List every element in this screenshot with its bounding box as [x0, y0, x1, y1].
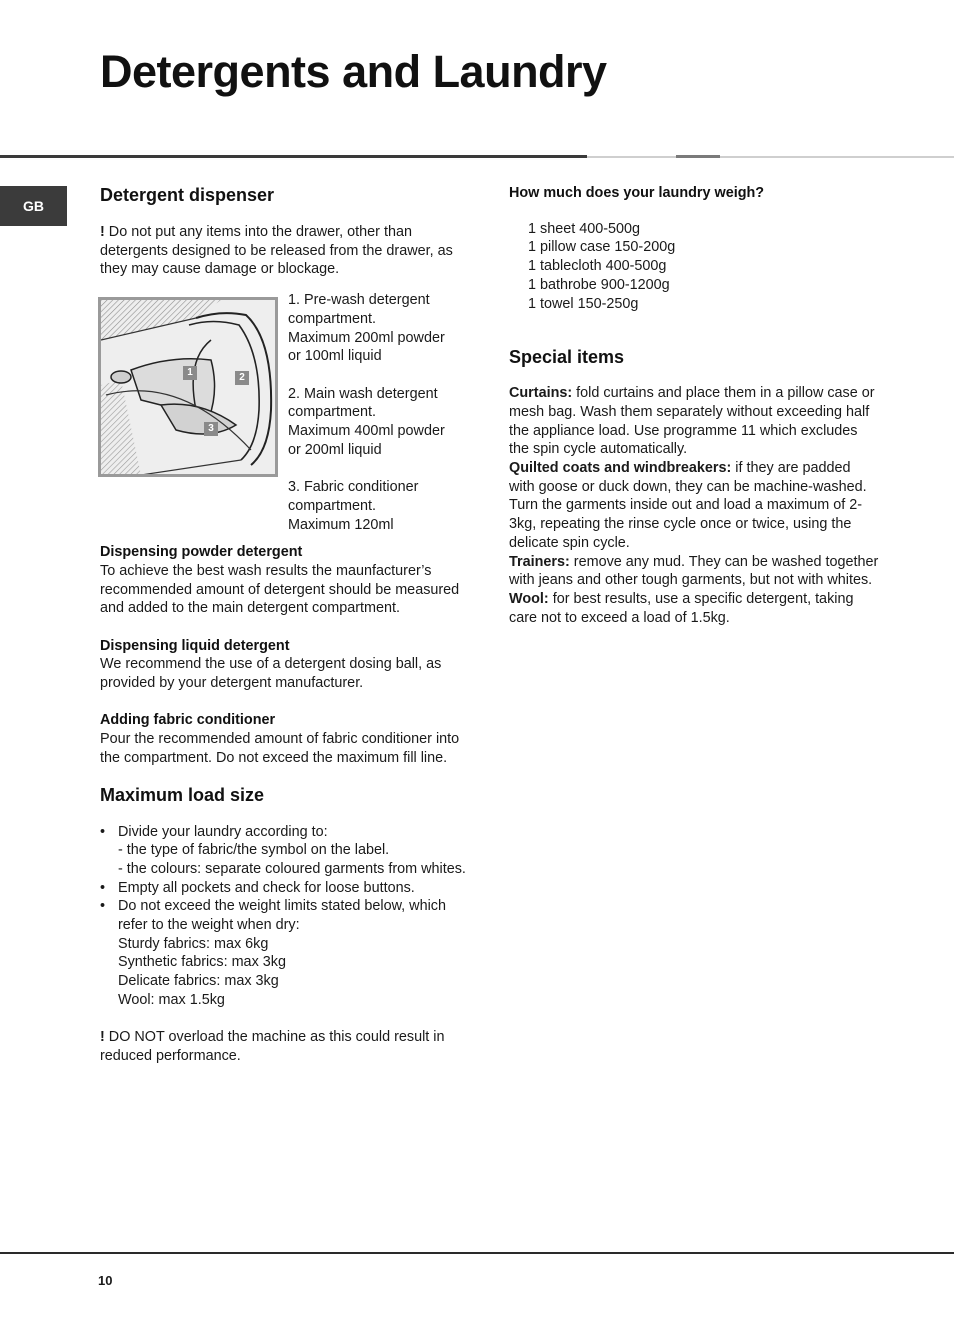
- page-number: 10: [98, 1273, 113, 1288]
- conditioner-heading: Adding fabric conditioner: [100, 712, 276, 729]
- compartment-1-note: 1. Pre-wash detergent compartment. Maximum 200ml powder or 100ml liquid: [288, 292, 445, 365]
- special-items-heading: Special items: [509, 347, 625, 368]
- conditioner-text: Pour the recommended amount of fabric conditioner into the compartment. Do not exceed the maximum fill line.: [100, 731, 460, 766]
- header-rule: [0, 155, 587, 158]
- left-column: [100, 184, 468, 1066]
- compartment-3-note: 3. Fabric conditioner compartment. Maximum 120ml: [288, 479, 419, 533]
- page-title: Detergents and Laundry: [100, 46, 607, 97]
- overload-warning: [100, 1028, 468, 1065]
- powder-heading: Dispensing powder detergent: [100, 544, 303, 561]
- laundry-weight-heading: How much does your laundry weigh?: [509, 185, 765, 201]
- list-item: • Empty all pockets and check for loose buttons.: [100, 879, 468, 898]
- warning-mark: !: [100, 224, 105, 240]
- list-item: 1 towel 150-250g: [528, 295, 639, 312]
- dispenser-drawer-illustration: [98, 297, 278, 477]
- trainers-paragraph: Trainers: remove any mud. They can be washed together with jeans and other tough garments, but not with whites.: [509, 553, 879, 589]
- detergent-dispenser-heading: Detergent dispenser: [100, 185, 275, 205]
- dispenser-warning: [100, 223, 468, 279]
- list-item: 1 sheet 400-500g: [528, 220, 641, 237]
- compartment-label-1: 1: [183, 366, 197, 380]
- maximum-load-heading: Maximum load size: [100, 784, 265, 805]
- header-rule-light: [587, 156, 676, 158]
- curtains-paragraph: Curtains: fold curtains and place them in a pillow case or mesh bag. Wash them separately without exceeding half the appliance load. Use programme 11 which excludes the spin cycle automatically.: [509, 385, 875, 458]
- compartment-label-3: 3: [204, 422, 218, 436]
- list-item: 1 tablecloth 400-500g: [528, 258, 667, 275]
- list-item: • Do not exceed the weight limits stated below, which refer to the weight when dry: Sturdy fabrics: max 6kg Synthetic fabrics: max 3kg Delicate fabrics: max 3kg Wool: max 1.5kg: [100, 897, 468, 1009]
- coats-paragraph: Quilted coats and windbreakers: if they are padded with goose or duck down, they can be machine-washed. Turn the garments inside out and load a maximum of 2-3kg, repeating the rinse cycle once or twice, using the delicate spin cycle.: [509, 460, 867, 551]
- wool-paragraph: Wool: for best results, use a specific detergent, taking care not to exceed a load of 1.5kg.: [509, 590, 854, 626]
- warning-text: Do not put any items into the drawer, other than detergents designed to be released from the drawer, as they may cause damage or blockage.: [100, 224, 453, 278]
- footer-rule: [0, 1252, 954, 1254]
- load-bullet-list: [100, 823, 468, 1010]
- compartment-label-2: 2: [235, 371, 249, 385]
- liquid-heading: Dispensing liquid detergent: [100, 637, 290, 654]
- header-rule-accent: [676, 155, 720, 158]
- drawer-drawing: [101, 300, 275, 474]
- weight-list: [509, 220, 879, 314]
- compartment-2-note: 2. Main wash detergent compartment. Maximum 400ml powder or 200ml liquid: [288, 385, 445, 458]
- powder-text: To achieve the best wash results the maunfacturer’s recommended amount of detergent should be measured and added to the main detergent compartment.: [100, 562, 460, 617]
- dispenser-figure-block: [100, 292, 468, 543]
- list-item: • Divide your laundry according to: - the type of fabric/the symbol on the label. - the colours: separate coloured garments from whites.: [100, 823, 468, 879]
- list-item: 1 pillow case 150-200g: [528, 239, 676, 256]
- liquid-text: We recommend the use of a detergent dosing ball, as provided by your detergent manufacturer.: [100, 656, 442, 692]
- warning-mark: !: [100, 1029, 105, 1046]
- compartment-notes: [288, 291, 468, 534]
- right-column: [509, 184, 879, 627]
- header-rule-light: [720, 156, 954, 158]
- list-item: 1 bathrobe 900-1200g: [528, 276, 670, 293]
- warning-text: DO NOT overload the machine as this could result in reduced performance.: [100, 1029, 445, 1064]
- language-tab: GB: [0, 186, 67, 226]
